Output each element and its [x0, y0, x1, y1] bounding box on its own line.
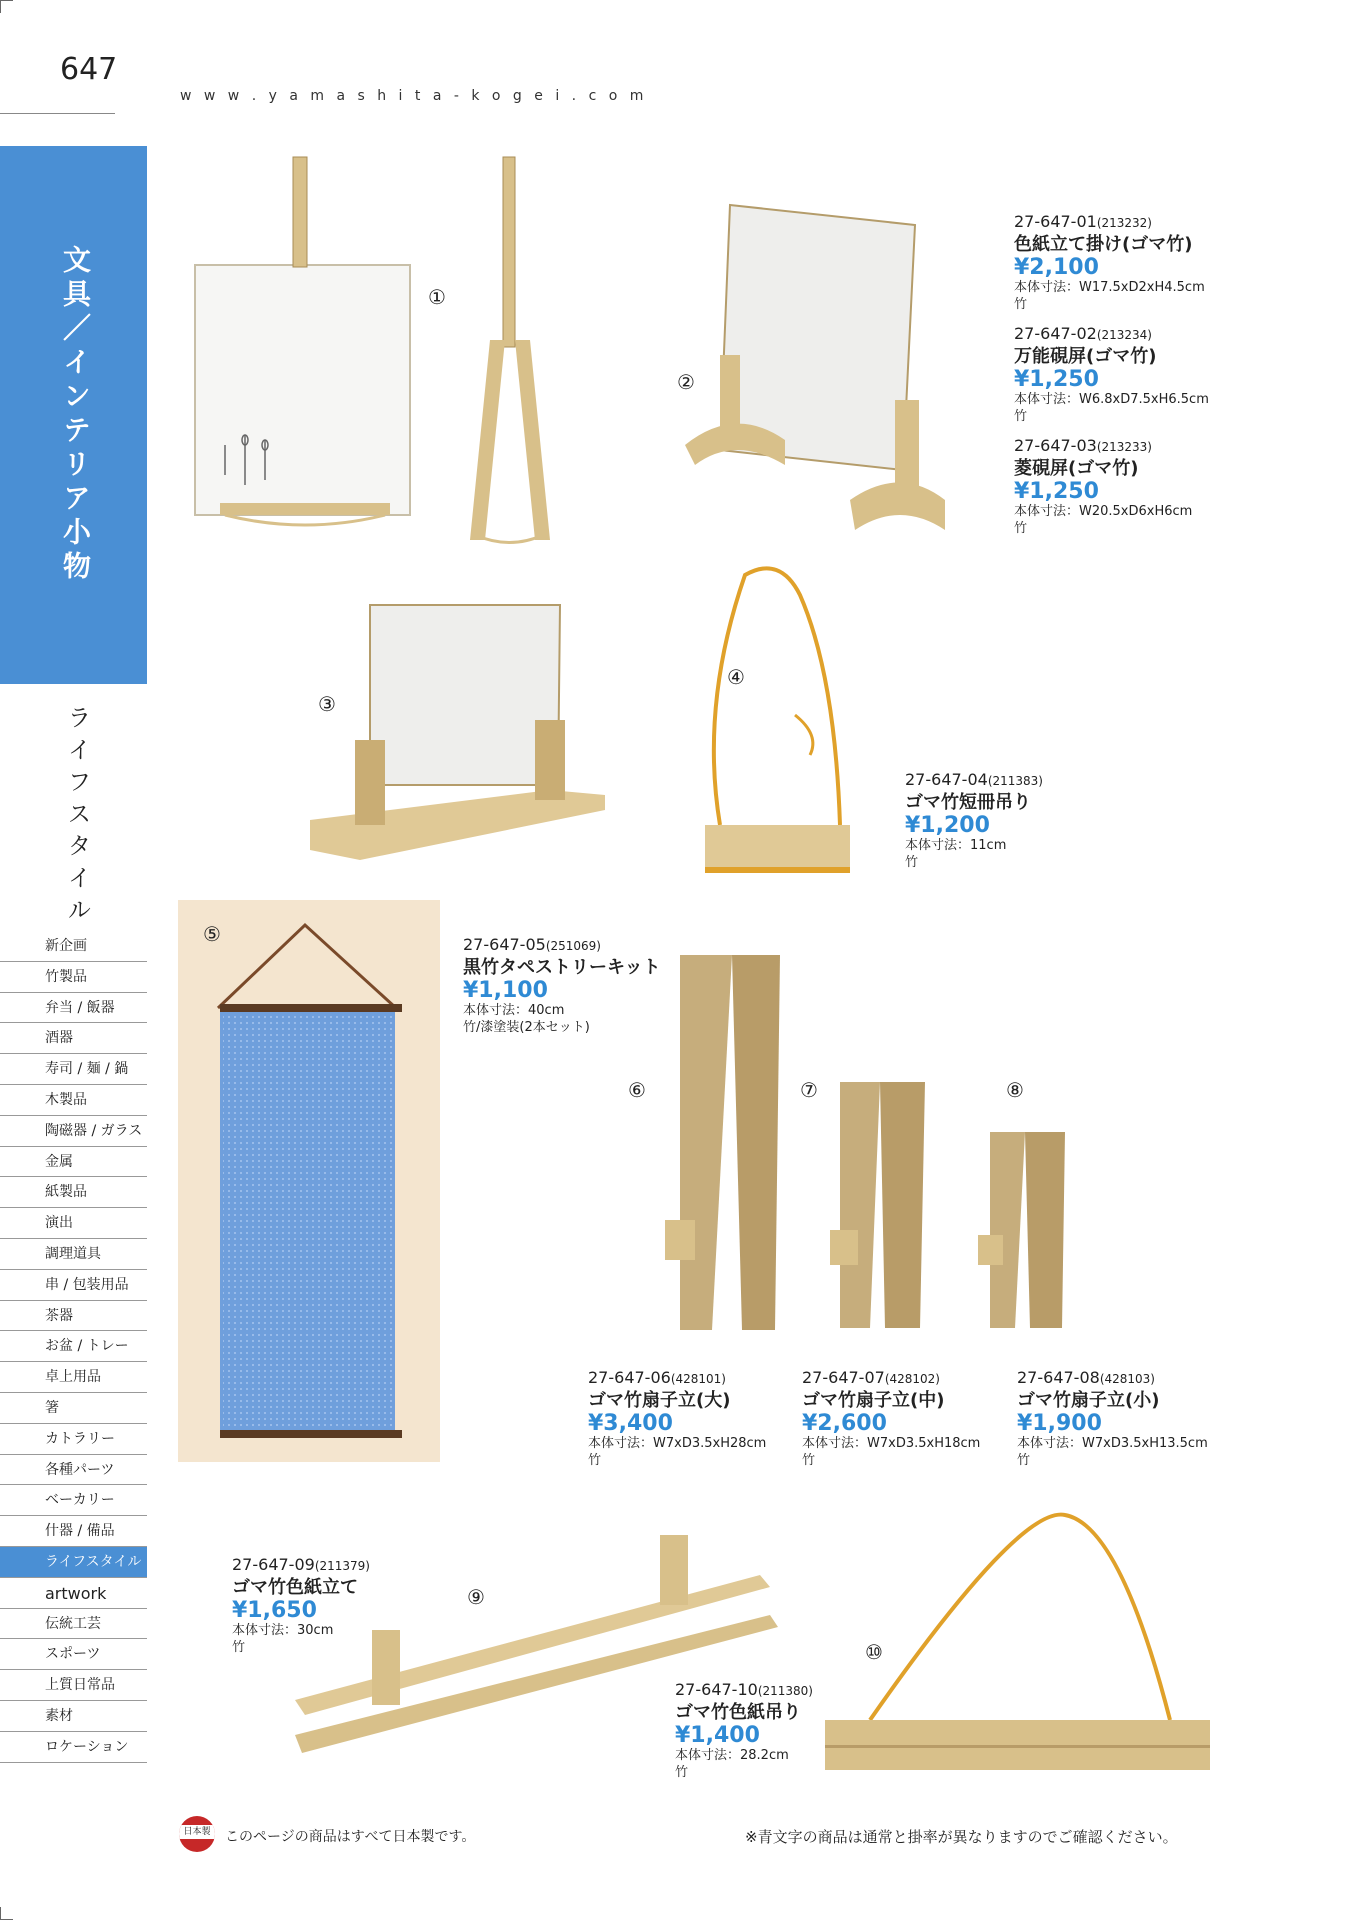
product-price: ¥1,650 — [232, 1598, 317, 1624]
nav-item[interactable]: 什器 / 備品 — [0, 1516, 147, 1547]
product-price: ¥1,200 — [905, 813, 990, 839]
nav-item[interactable]: ベーカリー — [0, 1485, 147, 1516]
marker-8: ⑧ — [1006, 1078, 1024, 1102]
product-info-09 — [232, 1555, 452, 1657]
nav-item-active[interactable]: ライフスタイル — [0, 1547, 147, 1578]
product-info-05 — [463, 935, 723, 1037]
product-spec: 本体寸法：30cm — [232, 1623, 334, 1639]
marker-2: ② — [677, 370, 695, 394]
nav-item[interactable]: 金属 — [0, 1147, 147, 1178]
product-info-07 — [802, 1368, 1012, 1470]
nav-item[interactable]: カトラリー — [0, 1424, 147, 1455]
product-code: 27-647-03 — [1014, 436, 1097, 455]
product-price: ¥1,250 — [1014, 367, 1099, 393]
product-photo-03[interactable] — [310, 595, 610, 865]
product-sub-code: (213234) — [1096, 328, 1152, 342]
nav-item[interactable]: お盆 / トレー — [0, 1331, 147, 1362]
marker-9: ⑨ — [467, 1585, 485, 1609]
product-material: 竹 — [675, 1765, 689, 1781]
nav-item[interactable]: 卓上用品 — [0, 1362, 147, 1393]
nav-item[interactable]: 酒器 — [0, 1023, 147, 1054]
footer-note-left: このページの商品はすべて日本製です。 — [225, 1829, 476, 1845]
product-info-03 — [1014, 436, 1224, 538]
product-code: 27-647-08 — [1017, 1368, 1100, 1387]
product-sub-code: (211379) — [314, 1559, 370, 1573]
product-info-08 — [1017, 1368, 1227, 1470]
product-photo-05[interactable] — [178, 900, 440, 1462]
product-photo-07[interactable] — [825, 1080, 940, 1330]
product-sub-code: (211383) — [987, 774, 1043, 788]
product-name: ゴマ竹色紙立て — [232, 1576, 358, 1598]
product-info-02 — [1014, 324, 1224, 426]
nav-item[interactable]: 茶器 — [0, 1301, 147, 1332]
product-code: 27-647-04 — [905, 770, 988, 789]
product-info-06 — [588, 1368, 798, 1470]
product-code: 27-647-01 — [1014, 212, 1097, 231]
product-spec: 本体寸法：W17.5xD2xH4.5cm — [1014, 280, 1205, 296]
product-sub-code: (251069) — [545, 939, 601, 953]
page-number: 647 — [60, 52, 118, 87]
product-sub-code: (428102) — [884, 1372, 940, 1386]
product-photo-01[interactable] — [185, 155, 625, 555]
product-spec: 本体寸法：28.2cm — [675, 1748, 789, 1764]
product-photo-02[interactable] — [675, 200, 955, 540]
product-material: 竹 — [588, 1453, 602, 1469]
product-price: ¥2,600 — [802, 1411, 887, 1437]
product-name: ゴマ竹扇子立(中) — [802, 1389, 945, 1411]
product-price: ¥2,100 — [1014, 255, 1099, 281]
nav-item[interactable]: 伝統工芸 — [0, 1609, 147, 1640]
crop-mark-top — [0, 0, 13, 13]
product-name: 黒竹タペストリーキット — [463, 956, 661, 978]
product-name: ゴマ竹短冊吊り — [905, 791, 1031, 813]
product-sub-code: (213233) — [1096, 440, 1152, 454]
category-title: 文具／インテリア小物 — [59, 245, 92, 585]
site-url[interactable]: w w w . y a m a s h i t a - k o g e i . c o m — [180, 88, 648, 104]
product-material: 竹 — [1014, 297, 1028, 313]
nav-item[interactable]: 木製品 — [0, 1085, 147, 1116]
product-photo-08[interactable] — [970, 1130, 1080, 1330]
product-name: ゴマ竹色紙吊り — [675, 1701, 801, 1723]
product-price: ¥1,100 — [463, 978, 548, 1004]
nav-item[interactable]: 演出 — [0, 1208, 147, 1239]
nav-item[interactable]: 新企画 — [0, 931, 147, 962]
product-code: 27-647-06 — [588, 1368, 671, 1387]
marker-7: ⑦ — [800, 1078, 818, 1102]
product-sub-code: (428101) — [670, 1372, 726, 1386]
nav-item[interactable]: 紙製品 — [0, 1177, 147, 1208]
product-code: 27-647-10 — [675, 1680, 758, 1699]
badge-label: 日本製 — [179, 1825, 215, 1839]
product-code: 27-647-02 — [1014, 324, 1097, 343]
product-price: ¥1,250 — [1014, 479, 1099, 505]
product-code: 27-647-09 — [232, 1555, 315, 1574]
product-spec: 本体寸法：W6.8xD7.5xH6.5cm — [1014, 392, 1209, 408]
product-material: 竹 — [802, 1453, 816, 1469]
product-spec: 本体寸法：W7xD3.5xH28cm — [588, 1436, 767, 1452]
product-spec: 本体寸法：40cm — [463, 1003, 565, 1019]
marker-6: ⑥ — [628, 1078, 646, 1102]
nav-item[interactable]: 箸 — [0, 1393, 147, 1424]
product-material: 竹 — [905, 855, 919, 871]
product-price: ¥1,900 — [1017, 1411, 1102, 1437]
product-sub-code: (428103) — [1099, 1372, 1155, 1386]
product-sub-code: (213232) — [1096, 216, 1152, 230]
product-material: 竹 — [1014, 521, 1028, 537]
product-name: ゴマ竹扇子立(小) — [1017, 1389, 1160, 1411]
category-nav — [0, 931, 147, 1763]
nav-item[interactable]: artwork — [0, 1578, 147, 1609]
product-spec: 本体寸法：W20.5xD6xH6cm — [1014, 504, 1193, 520]
page-number-rule — [0, 113, 115, 114]
product-spec: 本体寸法：W7xD3.5xH18cm — [802, 1436, 981, 1452]
nav-item[interactable]: 串 / 包装用品 — [0, 1270, 147, 1301]
marker-10: ⑩ — [865, 1640, 883, 1664]
marker-4: ④ — [727, 665, 745, 689]
nav-item[interactable]: スポーツ — [0, 1639, 147, 1670]
product-spec: 本体寸法：W7xD3.5xH13.5cm — [1017, 1436, 1208, 1452]
product-name: 菱硯屏(ゴマ竹) — [1014, 457, 1139, 479]
product-info-01 — [1014, 212, 1224, 314]
product-name: ゴマ竹扇子立(大) — [588, 1389, 731, 1411]
product-material: 竹 — [1017, 1453, 1031, 1469]
footer-note-right: ※青文字の商品は通常と掛率が異なりますのでご確認ください。 — [745, 1828, 1178, 1846]
nav-item[interactable]: 各種パーツ — [0, 1455, 147, 1486]
nav-item[interactable]: 竹製品 — [0, 962, 147, 993]
product-photo-04[interactable] — [700, 555, 855, 880]
product-material: 竹 — [1014, 409, 1028, 425]
product-spec: 本体寸法：11cm — [905, 838, 1007, 854]
product-sub-code: (211380) — [757, 1684, 813, 1698]
nav-item[interactable]: 上質日常品 — [0, 1670, 147, 1701]
product-info-04 — [905, 770, 1125, 872]
product-code: 27-647-05 — [463, 935, 546, 954]
product-name: 万能硯屏(ゴマ竹) — [1014, 345, 1157, 367]
product-info-10 — [675, 1680, 895, 1782]
nav-item[interactable]: 寿司 / 麺 / 鍋 — [0, 1054, 147, 1085]
category-subtitle: ライフスタイル — [63, 705, 91, 929]
product-code: 27-647-07 — [802, 1368, 885, 1387]
product-material: 竹/漆塗装(2本セット) — [463, 1020, 590, 1036]
nav-item[interactable]: ロケーション — [0, 1732, 147, 1763]
product-name: 色紙立て掛け(ゴマ竹) — [1014, 233, 1193, 255]
made-in-japan-badge — [179, 1816, 215, 1852]
product-price: ¥3,400 — [588, 1411, 673, 1437]
nav-item[interactable]: 素材 — [0, 1701, 147, 1732]
product-price: ¥1,400 — [675, 1723, 760, 1749]
nav-item[interactable]: 調理道具 — [0, 1239, 147, 1270]
marker-3: ③ — [318, 692, 336, 716]
product-material: 竹 — [232, 1640, 246, 1656]
marker-1: ① — [428, 285, 446, 309]
nav-item[interactable]: 弁当 / 飯器 — [0, 993, 147, 1024]
marker-5: ⑤ — [203, 922, 221, 946]
nav-item[interactable]: 陶磁器 / ガラス — [0, 1116, 147, 1147]
crop-mark-bottom — [0, 1907, 13, 1920]
